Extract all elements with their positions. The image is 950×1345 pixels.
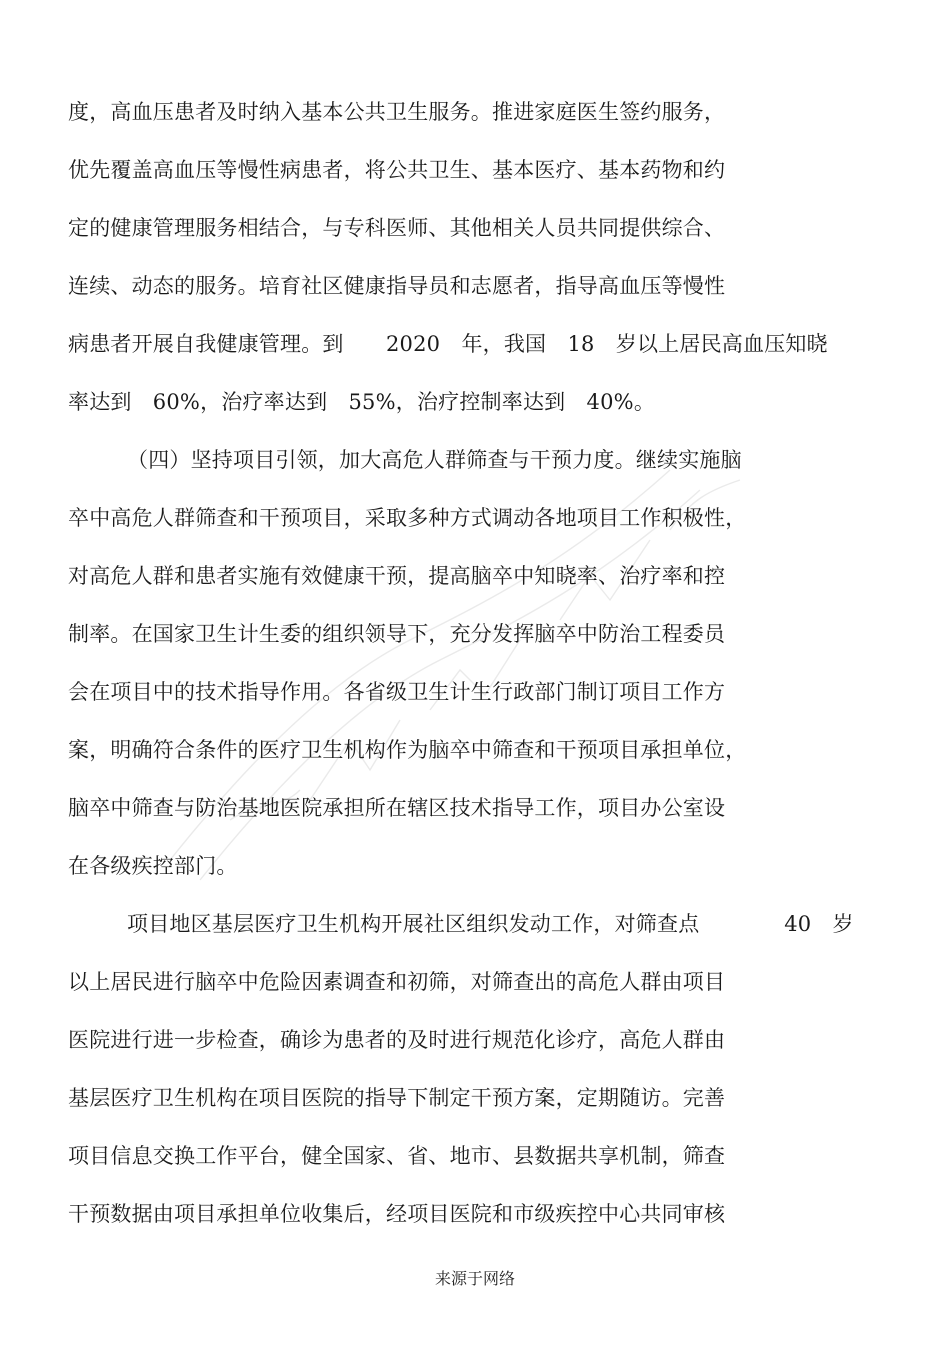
text-line: 定的健康管理服务相结合，与专科医师、其他相关人员共同提供综合、: [68, 216, 726, 240]
text-line: 脑卒中筛查与防治基地医院承担所在辖区技术指导工作，项目办公室设: [68, 796, 726, 820]
text-line: 度，高血压患者及时纳入基本公共卫生服务。推进家庭医生签约服务，: [68, 100, 726, 124]
text-line: 制率。在国家卫生计生委的组织领导下，充分发挥脑卒中防治工程委员: [68, 622, 726, 646]
text-line: 优先覆盖高血压等慢性病患者，将公共卫生、基本医疗、基本药物和约: [68, 158, 726, 182]
page-footer: 来源于网络: [434, 1269, 515, 1288]
text-line: 对高危人群和患者实施有效健康干预，提高脑卒中知晓率、治疗率和控: [68, 564, 726, 588]
text-line: （四）坚持项目引领，加大高危人群筛查与干预力度。继续实施脑: [127, 448, 742, 472]
text-line: 卒中高危人群筛查和干预项目，采取多种方式调动各地项目工作积极性，: [68, 506, 747, 530]
text-line: 会在项目中的技术指导作用。各省级卫生计生行政部门制订项目工作方: [68, 680, 726, 704]
text-line: 干预数据由项目承担单位收集后，经项目医院和市级疾控中心共同审核: [68, 1202, 726, 1226]
text-line: 基层医疗卫生机构在项目医院的指导下制定干预方案，定期随访。完善: [68, 1086, 726, 1110]
text-line: 连续、动态的服务。培育社区健康指导员和志愿者，指导高血压等慢性: [68, 274, 726, 298]
text-line: 病患者开展自我健康管理。到 2020 年，我国 18 岁以上居民高血压知晓: [68, 332, 828, 356]
text-line: 案，明确符合条件的医疗卫生机构作为脑卒中筛查和干预项目承担单位，: [68, 738, 747, 762]
text-line: 在各级疾控部门。: [68, 854, 238, 878]
text-line: 项目地区基层医疗卫生机构开展社区组织发动工作，对筛查点 40 岁: [127, 912, 854, 936]
text-line: 医院进行进一步检查，确诊为患者的及时进行规范化诊疗，高危人群由: [68, 1028, 726, 1052]
text-line: 率达到 60%，治疗率达到 55%，治疗控制率达到 40%。: [68, 390, 656, 414]
text-line: 以上居民进行脑卒中危险因素调查和初筛，对筛查出的高危人群由项目: [68, 970, 726, 994]
text-line: 项目信息交换工作平台，健全国家、省、地市、县数据共享机制，筛查: [68, 1144, 726, 1168]
